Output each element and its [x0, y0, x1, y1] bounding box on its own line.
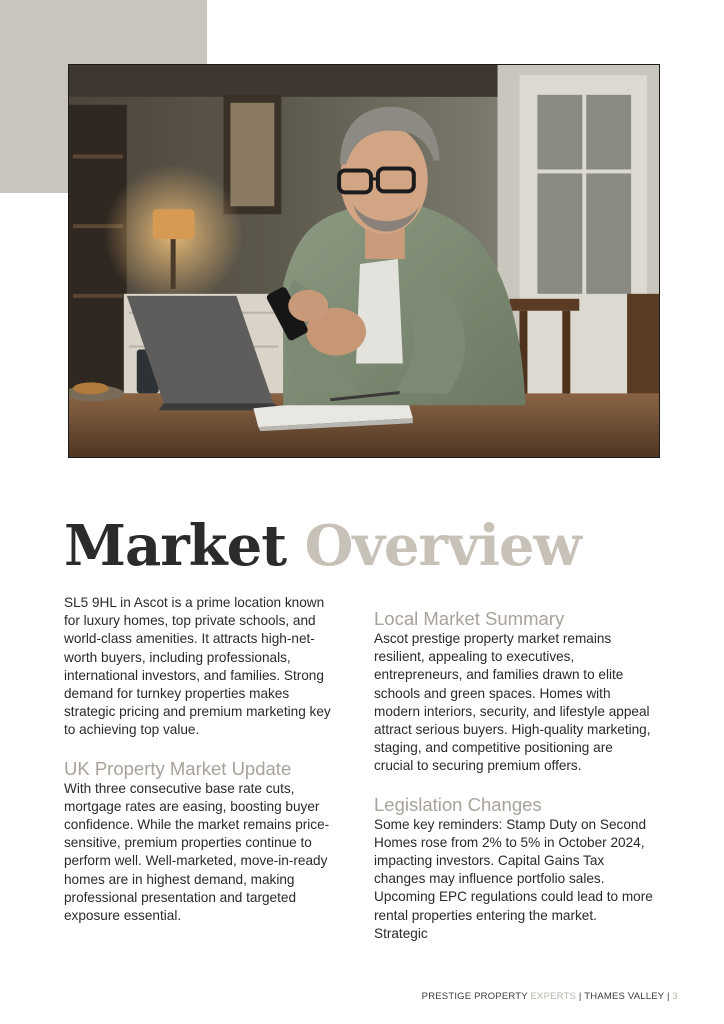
footer-brand-accent: EXPERTS: [530, 991, 577, 1002]
section-spacer: [374, 776, 654, 794]
local-summary-heading: Local Market Summary: [374, 608, 565, 629]
footer-brand: PRESTIGE PROPERTY: [421, 991, 528, 1002]
page-title: [64, 510, 581, 582]
intro-paragraph: SL5 9HL in Ascot is a prime location known for luxury homes, top private schools, and world-class amenities. It attracts high-net-worth buyers, including professionals, international investors, and families. Strong demand for turnkey properties makes strategic pricing and premium marketing key to achieving top value.: [64, 595, 331, 738]
hero-photo-man-using-phone-at-laptop: [68, 64, 660, 458]
right-column: [374, 608, 654, 943]
footer-separator: |: [576, 991, 585, 1002]
section-spacer: [64, 740, 342, 758]
page-number: 3: [672, 991, 678, 1002]
title-word-market: Market: [64, 513, 287, 579]
legislation-heading: Legislation Changes: [374, 793, 542, 815]
title-word-overview: Overview: [304, 513, 581, 579]
footer-separator-2: |: [664, 991, 673, 1002]
uk-update-paragraph: With three consecutive base rate cuts, mortgage rates are easing, boosting buyer confidence. While the market remains price-sensitive, premium properties continue to perform well. Well-marketed, move-in-ready homes are in highest demand, making professional presentation and targeted exposure essential.: [64, 780, 330, 924]
legislation-paragraph: Some key reminders: Stamp Duty on Second Homes rose from 2% to 5% in October 2024, impacting investors. Capital Gains Tax changes may influence portfolio sales. Upcoming EPC regulations could lead to more rental properties entering the market. Strategic: [374, 816, 653, 941]
local-summary-paragraph: Ascot prestige property market remains resilient, appealing to executives, entrepreneurs, and families drawn to elite schools and green spaces. Homes with modern interiors, security, and lifestyle appeal attract serious buyers. High-quality marketing, staging, and competitive positioning are crucial to securing premium offers.: [374, 631, 651, 774]
uk-update-heading: UK Property Market Update: [64, 757, 292, 779]
left-column: [64, 594, 342, 925]
page-footer: [422, 991, 678, 1002]
hero-photo-illustration: [69, 65, 659, 457]
footer-region: THAMES VALLEY: [584, 991, 665, 1002]
